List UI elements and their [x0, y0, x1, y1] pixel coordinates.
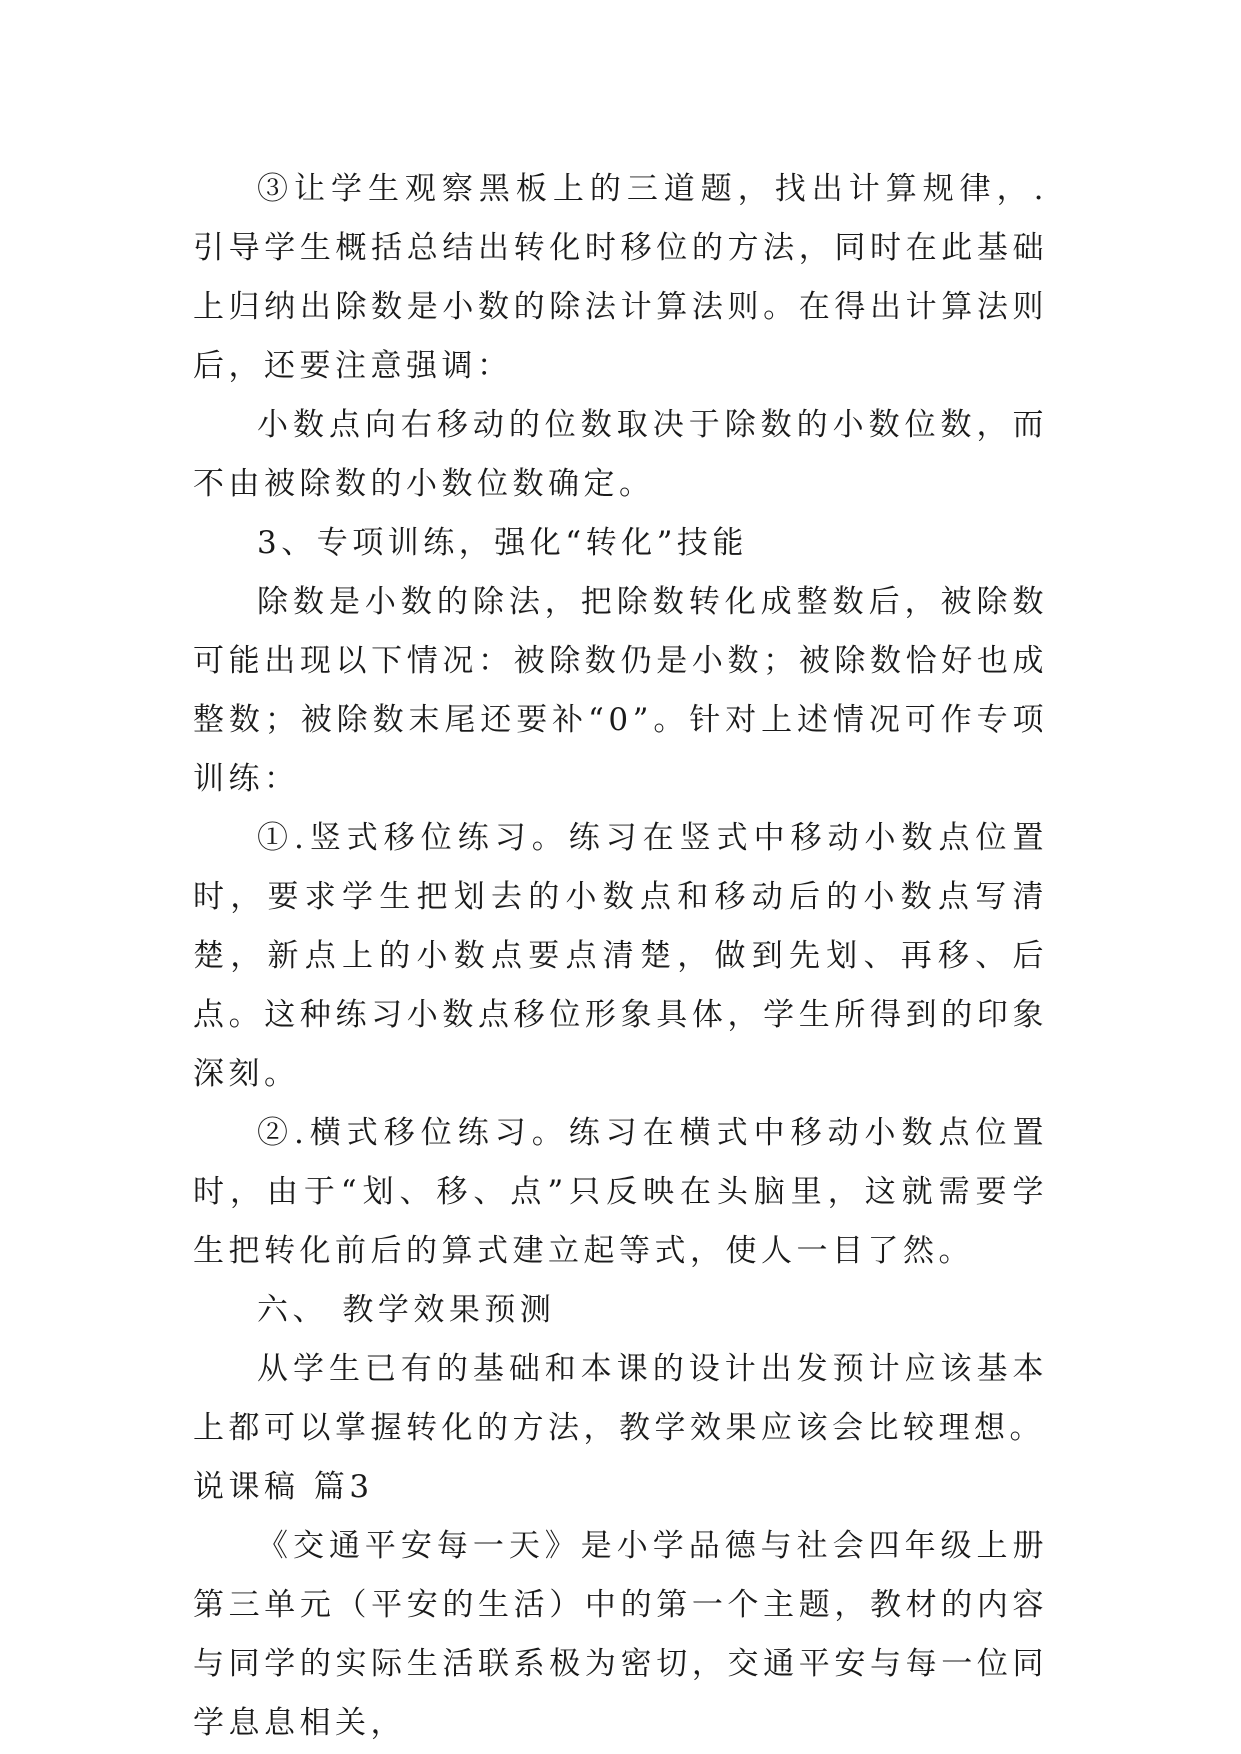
paragraph-dividend-cases: 除数是小数的除法，把除数转化成整数后，被除数可能出现以下情况：被除数仍是小数；被除数恰好也成整数；被除数末尾还要补“0”。针对上述情况可作专项训练：: [193, 584, 1048, 797]
paragraph-decimal-shift-note: 小数点向右移动的位数取决于除数的小数位数，而不由被除数的小数位数确定。: [193, 407, 1048, 502]
section-heading-lecture-draft-3: 说课稿 篇3: [193, 1469, 374, 1505]
section-heading-special-training: 3、专项训练，强化“转化”技能: [257, 525, 748, 561]
paragraph-rule-summary: ③让学生观察黑板上的三道题，找出计算规律，.引导学生概括总结出转化时移位的方法，同时在此基础上归纳出除数是小数的除法计算法则。在得出计算法则后，还要注意强调：: [193, 171, 1048, 384]
paragraph-effect-prediction: 从学生已有的基础和本课的设计出发预计应该基本上都可以掌握转化的方法，教学效果应该会比较理想。: [193, 1351, 1048, 1446]
paragraph-horizontal-practice: ②.横式移位练习。练习在横式中移动小数点位置时，由于“划、移、点”只反映在头脑里，这就需要学生把转化前后的算式建立起等式，使人一目了然。: [193, 1115, 1048, 1269]
paragraph-vertical-practice: ①.竖式移位练习。练习在竖式中移动小数点位置时，要求学生把划去的小数点和移动后的小数点写清楚，新点上的小数点要点清楚，做到先划、再移、后点。这种练习小数点移位形象具体，学生所得到的印象深刻。: [193, 820, 1048, 1092]
section-heading-teaching-effect: 六、 教学效果预测: [257, 1292, 556, 1328]
document-page: [193, 160, 1048, 1753]
paragraph-traffic-safety-intro: 《交通平安每一天》是小学品德与社会四年级上册第三单元（平安的生活）中的第一个主题，教材的内容与同学的实际生活联系极为密切，交通平安与每一位同学息息相关，: [193, 1528, 1048, 1741]
